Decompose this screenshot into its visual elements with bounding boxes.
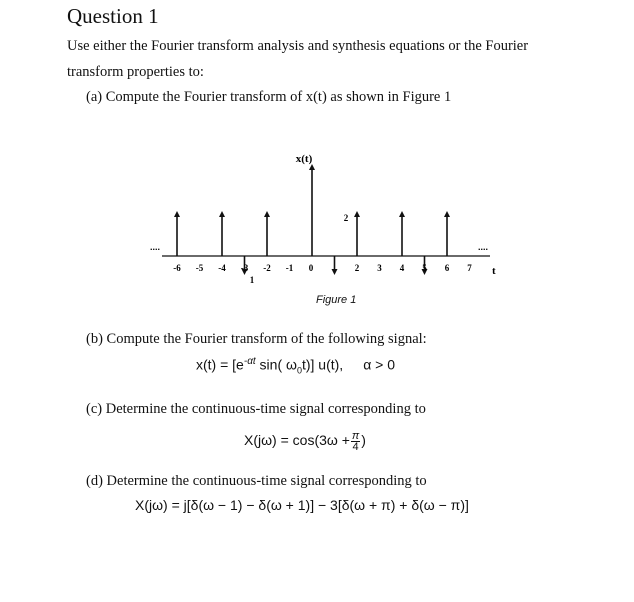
part-b-equation	[196, 356, 395, 375]
right-ellipsis: ....	[478, 242, 489, 252]
tick-label: 6	[444, 263, 450, 273]
tick-label: 4	[399, 263, 405, 273]
impulse-label-negative: 1	[249, 275, 255, 285]
eq-b-tail: t)] u(t),	[301, 356, 344, 373]
question-title: Question 1	[67, 4, 159, 28]
part-d-text: (d) Determine the continuous-time signal corresponding to	[86, 473, 427, 489]
eq-b-subscript: 0	[296, 365, 302, 376]
eq-c-frac-den: 4	[352, 441, 359, 453]
part-c-equation	[244, 431, 366, 452]
eq-b-lhs: x(t) = [e	[196, 356, 244, 373]
eq-c-lhs: X(jω) = cos(3ω +	[244, 432, 350, 449]
tick-label: 7	[467, 263, 472, 273]
part-a-text: (a) Compute the Fourier transform of x(t) as shown in Figure 1	[86, 89, 452, 105]
eq-b-exponent: -αt	[243, 356, 256, 367]
tick-label: -2	[263, 263, 271, 273]
intro-line-2: transform properties to:	[67, 64, 204, 80]
x-axis-label: t	[492, 265, 496, 277]
tick-label: -5	[195, 263, 204, 273]
tick-label: 5	[422, 263, 427, 273]
tick-label: 0	[308, 263, 314, 273]
eq-b-sin: sin( ω	[255, 356, 297, 373]
tick-label: 3	[377, 263, 382, 273]
eq-b-condition: α > 0	[363, 356, 396, 373]
part-d-equation: X(jω) = j[δ(ω − 1) − δ(ω + 1)] − 3[δ(ω + π) + δ(ω − π)]	[135, 497, 469, 513]
tick-label: -3	[240, 263, 249, 273]
tick-label: -4	[218, 263, 226, 273]
eq-c-frac-num: π	[351, 430, 360, 442]
figure-caption: Figure 1	[316, 294, 357, 306]
figure-1-plot	[140, 148, 510, 298]
eq-c-close: )	[361, 432, 366, 449]
intro-line-1: Use either the Fourier transform analysis and synthesis equations or the Fourier	[67, 38, 529, 54]
y-axis-label: x(t)	[295, 153, 313, 165]
part-c-text: (c) Determine the continuous-time signal corresponding to	[86, 401, 426, 417]
tick-label: -6	[173, 263, 181, 273]
tick-label: 2	[354, 263, 360, 273]
part-b-text: (b) Compute the Fourier transform of the following signal:	[86, 331, 427, 347]
tick-label: -1	[285, 263, 294, 273]
left-ellipsis: ....	[150, 242, 161, 252]
impulse-label-center: 2	[343, 213, 349, 223]
